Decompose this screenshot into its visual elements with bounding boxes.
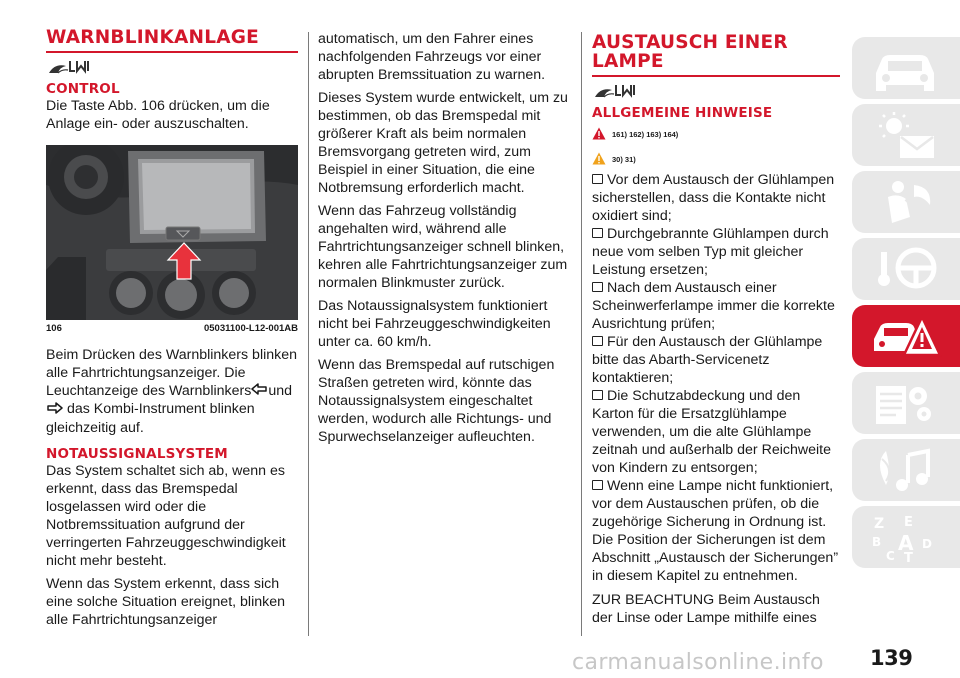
bullet-item: Durchgebrannte Glühlampen durch neue vom selben Typ mit gleicher Leistung ersetzen;	[592, 226, 829, 278]
breakdown-icon	[870, 311, 944, 361]
svg-text:C: C	[886, 549, 895, 562]
tab-starting-driving[interactable]	[852, 238, 960, 300]
bullet-icon	[592, 336, 603, 346]
subsection-title: NOTAUSSIGNALSYSTEM	[46, 445, 228, 462]
svg-text:D: D	[922, 537, 932, 551]
paragraph: Wenn das Bremspedal auf rutschigen Straßen getreten wird, könnte das Notaussignalsystem eingeschaltet werden, wodurch alle Richtungs- und Spurwechselanzeiger aufleuchten.	[318, 357, 555, 445]
warning-lights-icon	[870, 110, 944, 160]
column-divider	[308, 32, 309, 636]
section-title: WARNBLINKANLAGE	[46, 27, 259, 48]
bullet-item: Nach dem Austausch einer Scheinwerferlampe immer die korrekte Ausrichtung prüfen;	[592, 280, 835, 332]
steering-start-icon	[870, 244, 944, 294]
multimedia-icon	[870, 445, 944, 495]
watermark: carmanualsonline.info	[572, 650, 824, 675]
figure-code: 05031100-L12-001AB	[203, 323, 298, 334]
page-number: 139	[870, 646, 913, 670]
bullet-icon	[592, 228, 603, 238]
paragraph: Das Notaussignalsystem funktioniert nicht bei Fahrzeuggeschwindigkeiten unter ca. 60 km/h.	[318, 298, 551, 350]
tab-car-dashboard[interactable]	[852, 37, 960, 99]
paragraph: Die Taste Abb. 106 drücken, um die Anlage ein- oder auszuschalten.	[46, 98, 270, 132]
section-title-rule	[46, 51, 298, 53]
paragraph: automatisch, um den Fahrer eines nachfolgenden Fahrzeugs vor einer abrupten Bremssituation zu warnen.	[318, 31, 546, 83]
paragraph: Dieses System wurde entwickelt, um zu bestimmen, ob das Bremspedal mit größerer Kraft als beim normalen Bremsvorgang getreten wird, zum Beispiel in einer Situation, die eine Notbremsung erforderlich macht.	[318, 90, 568, 196]
figure-image	[46, 145, 298, 320]
subsection-title: CONTROL	[46, 81, 120, 97]
bullet-item: Wenn eine Lampe nicht funktioniert, vor dem Austauschen prüfen, ob die zugehörige Sicherung in Ordnung ist. Die Position der Sicherungen ist dem Abschnitt „Austausch der Sicherungen” in diesem Kapitel zu entnehmen.	[592, 478, 839, 584]
tab-multimedia[interactable]	[852, 439, 960, 501]
model-logo-icon	[592, 81, 840, 103]
paragraph: Wenn das Fahrzeug vollständig angehalten wird, während alle Fahrtrichtungsanzeiger schnell blinken, kehren alle Fahrtrichtungsanzeiger zum normalen Blinkmuster zurück.	[318, 203, 568, 291]
tab-in-an-emergency[interactable]	[852, 305, 960, 367]
svg-text:B: B	[872, 535, 882, 549]
column-divider	[581, 32, 582, 636]
section-title: AUSTAUSCH EINER LAMPE	[592, 32, 788, 72]
turn-right-icon	[46, 401, 63, 419]
bullet-icon	[592, 480, 603, 490]
bullet-icon	[592, 174, 603, 184]
section-title-rule	[592, 75, 840, 77]
safety-airbag-icon	[870, 177, 944, 227]
bullet-item: Die Schutzabdeckung und den Karton für die Ersatzglühlampe verwenden, um die alte Glühlampe zeitnah und außerhalb der Reichweite von Kindern zu entsorgen;	[592, 388, 831, 476]
maintenance-icon	[870, 378, 944, 428]
caution-icon	[592, 152, 606, 167]
model-logo-icon	[46, 57, 298, 79]
tab-index[interactable]	[852, 506, 960, 568]
tab-safety[interactable]	[852, 171, 960, 233]
figure-number: 106	[46, 323, 62, 334]
subsection-title: ALLGEMEINE HINWEISE	[592, 105, 773, 121]
index-icon	[870, 512, 944, 562]
car-dashboard-icon	[870, 43, 944, 93]
chapter-tabs	[852, 37, 960, 573]
paragraph: Wenn das System erkennt, dass sich eine solche Situation ereignet, blinken alle Fahrtrichtungsanzeiger	[46, 575, 285, 628]
column-middle	[318, 30, 570, 451]
figure-caption	[46, 323, 298, 334]
warning-reference: 161) 162) 163) 164)	[592, 127, 840, 142]
tab-warning-lights[interactable]	[852, 104, 960, 166]
warning-icon	[592, 127, 606, 142]
bullet-item: Für den Austausch der Glühlampe bitte das Abarth-Servicenetz kontaktieren;	[592, 334, 823, 386]
bullet-icon	[592, 390, 603, 400]
svg-text:Z: Z	[874, 516, 885, 532]
tab-maintenance[interactable]	[852, 372, 960, 434]
bullet-item: Vor dem Austausch der Glühlampen sicherstellen, dass die Kontakte nicht oxidiert sind;	[592, 172, 835, 224]
svg-text:A: A	[898, 531, 914, 555]
bullet-icon	[592, 282, 603, 292]
column-left	[46, 28, 298, 634]
paragraph: Beim Drücken des Warnblinkers blinken alle Fahrtrichtungsanzeiger. Die Leuchtanzeige des Warnblinkers und das Kombi-Instrument blinken gleichzeitig auf.	[46, 347, 298, 436]
turn-left-icon	[251, 382, 268, 400]
column-right	[592, 33, 840, 632]
svg-text:E: E	[904, 515, 913, 530]
caution-reference: 30) 31)	[592, 152, 840, 167]
paragraph: ZUR BEACHTUNG Beim Austausch der Linse oder Lampe mithilfe eines	[592, 592, 820, 626]
svg-text:T: T	[904, 551, 913, 562]
paragraph: Das System schaltet sich ab, wenn es erkennt, dass das Bremspedal losgelassen wird oder die Notbremssituation aufgrund der verringerten Fahrzeuggeschwindigkeit nicht mehr besteht.	[46, 462, 286, 569]
